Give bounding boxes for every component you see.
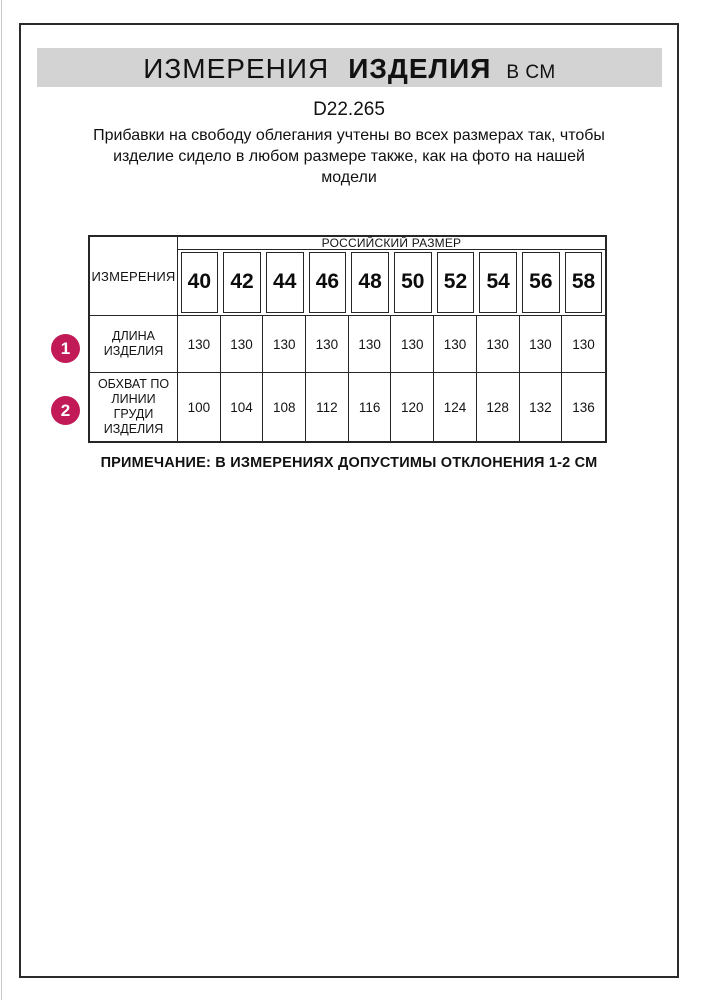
- table-cell: 130: [263, 316, 306, 373]
- size-column-header: [562, 250, 605, 316]
- size-value: 42: [223, 252, 261, 313]
- table-cell: 130: [477, 316, 520, 373]
- size-value: 40: [181, 252, 219, 313]
- size-column-header: [434, 250, 477, 316]
- intro-line-3: модели: [321, 169, 377, 186]
- size-table: [88, 235, 607, 443]
- table-cell: 130: [520, 316, 563, 373]
- row-label-line: ДЛИНА: [111, 329, 156, 343]
- table-cell: 128: [477, 373, 520, 441]
- size-value: 54: [479, 252, 517, 313]
- row-label-length: [90, 316, 178, 373]
- table-cell: 136: [572, 399, 595, 415]
- size-value: 48: [351, 252, 389, 313]
- row-marker-2: 2: [51, 396, 80, 425]
- size-value: 58: [565, 252, 603, 313]
- table-cell: 124: [434, 373, 477, 441]
- row-label-line: ЛИНИИ: [111, 392, 156, 406]
- size-column-header: [263, 250, 306, 316]
- row-label-line: ОБХВАТ ПО: [97, 377, 170, 391]
- row-marker-1: 1: [51, 334, 80, 363]
- size-value: 46: [309, 252, 347, 313]
- table-size-header: РОССИЙСКИЙ РАЗМЕР: [178, 237, 605, 250]
- title-unit-cm: В СМ: [506, 62, 556, 83]
- row-label-chest: [90, 373, 178, 441]
- title-word-measurements: ИЗМЕРЕНИЯ: [143, 53, 330, 84]
- table-cell: 130: [178, 316, 221, 373]
- row-label-line: ГРУДИ: [113, 407, 154, 421]
- size-column-header: [306, 250, 349, 316]
- table-cell: 130: [434, 316, 477, 373]
- page-edge-line: [1, 0, 2, 1000]
- size-value: 44: [266, 252, 304, 313]
- table-cell: 108: [263, 373, 306, 441]
- table-cell: 130: [221, 316, 264, 373]
- table-cell: 116: [349, 373, 392, 441]
- size-column-header: [349, 250, 392, 316]
- row-label-line: ИЗДЕЛИЯ: [103, 422, 164, 436]
- size-column-header: [221, 250, 264, 316]
- size-value: 56: [522, 252, 560, 313]
- intro-line-2: изделие сидело в любом размере также, как на фото на нашей: [113, 148, 585, 165]
- size-column-header: [178, 250, 221, 316]
- table-cell: 100: [178, 373, 221, 441]
- size-value: 50: [394, 252, 432, 313]
- table-cell: 104: [221, 373, 264, 441]
- intro-line-1: Прибавки на свободу облегания учтены во всех размерах так, чтобы: [93, 127, 605, 144]
- title-word-product: ИЗДЕЛИЯ: [348, 53, 492, 84]
- intro-paragraph: [19, 125, 679, 188]
- table-corner-label: ИЗМЕРЕНИЯ: [90, 237, 178, 316]
- title-bar: [37, 48, 662, 87]
- size-column-header: [477, 250, 520, 316]
- note-text: ПРИМЕЧАНИЕ: В ИЗМЕРЕНИЯХ ДОПУСТИМЫ ОТКЛОНЕНИЯ 1-2 СМ: [100, 455, 598, 471]
- size-value: 52: [437, 252, 475, 313]
- table-cell: 130: [391, 316, 434, 373]
- table-cell: 130: [349, 316, 392, 373]
- table-cell: 120: [391, 373, 434, 441]
- table-cell: 130: [306, 316, 349, 373]
- product-code: D22.265: [313, 99, 385, 120]
- row-label-line: ИЗДЕЛИЯ: [103, 344, 164, 358]
- table-cell: 112: [306, 373, 349, 441]
- table-cell: 130: [562, 316, 605, 373]
- table-cell: 132: [520, 373, 563, 441]
- size-column-header: [520, 250, 563, 316]
- size-column-header: [391, 250, 434, 316]
